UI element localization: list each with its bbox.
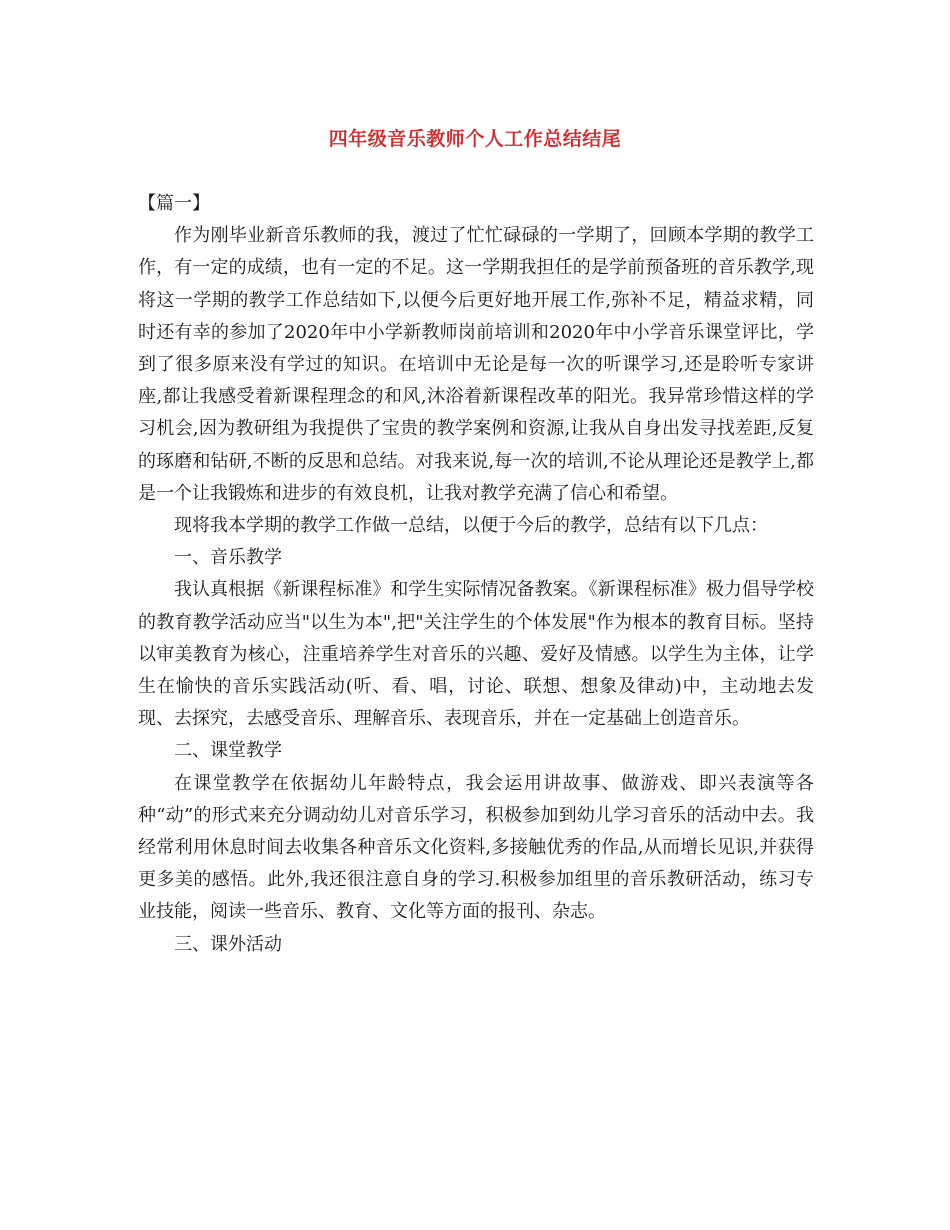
classroom-teaching-paragraph: 在课堂教学在依据幼儿年龄特点，我会运用讲故事、做游戏、即兴表演等各种“动”的形式来充分调动幼儿对音乐学习，积极参加到幼儿学习音乐的活动中去。我经常利用休息时间去收集各种音乐文化资料,多接触优秀的作品,从而增长见识,并获得更多美的感悟。此外,我还很注意自身的学习.积极参加组里的音乐教研活动，练习专业技能，阅读一些音乐、教育、文化等方面的报刊、杂志。 <box>138 772 814 923</box>
section-marker: 【篇一】 <box>138 193 210 214</box>
section-heading-music-teaching: 一、音乐教学 <box>174 547 282 569</box>
section-heading-extracurricular: 三、课外活动 <box>174 933 282 955</box>
document-title: 四年级音乐教师个人工作总结结尾 <box>328 128 622 150</box>
music-teaching-paragraph: 我认真根据《新课程标准》和学生实际情况备教案。《新课程标准》极力倡导学校的教育教学活动应当"以生为本",把"关注学生的个体发展"作为根本的教育目标。坚持以审美教育为核心，注重培养学生对音乐的兴趣、爱好及情感。以学生为主体，让学生在愉快的音乐实践活动(听、看、唱，讨论、联想、想象及律动)中，主动地去发现、去探究，去感受音乐、理解音乐、表现音乐，并在一定基础上创造音乐。 <box>138 579 814 730</box>
section-heading-classroom-teaching: 二、课堂教学 <box>174 740 282 762</box>
document-body <box>138 188 814 961</box>
summary-intro: 现将我本学期的教学工作做一总结，以便于今后的教学，总结有以下几点： <box>174 515 768 537</box>
intro-paragraph: 作为刚毕业新音乐教师的我，渡过了忙忙碌碌的一学期了，回顾本学期的教学工作，有一定的成绩，也有一定的不足。这一学期我担任的是学前预备班的音乐教学,现将这一学期的教学工作总结如下,以便今后更好地开展工作,弥补不足，精益求精，同时还有幸的参加了2020年中小学新教师岗前培训和2020年中小学音乐课堂评比，学到了很多原来没有学过的知识。在培训中无论是每一次的听课学习,还是聆听专家讲座,都让我感受着新课程理念的和风,沐浴着新课程改革的阳光。我异常珍惜这样的学习机会,因为教研组为我提供了宝贵的教学案例和资源,让我从自身出发寻找差距,反复的琢磨和钻研,不断的反思和总结。对我来说,每一次的培训,不论从理论还是教学上,都是一个让我锻炼和进步的有效良机，让我对教学充满了信心和希望。 <box>138 225 814 504</box>
